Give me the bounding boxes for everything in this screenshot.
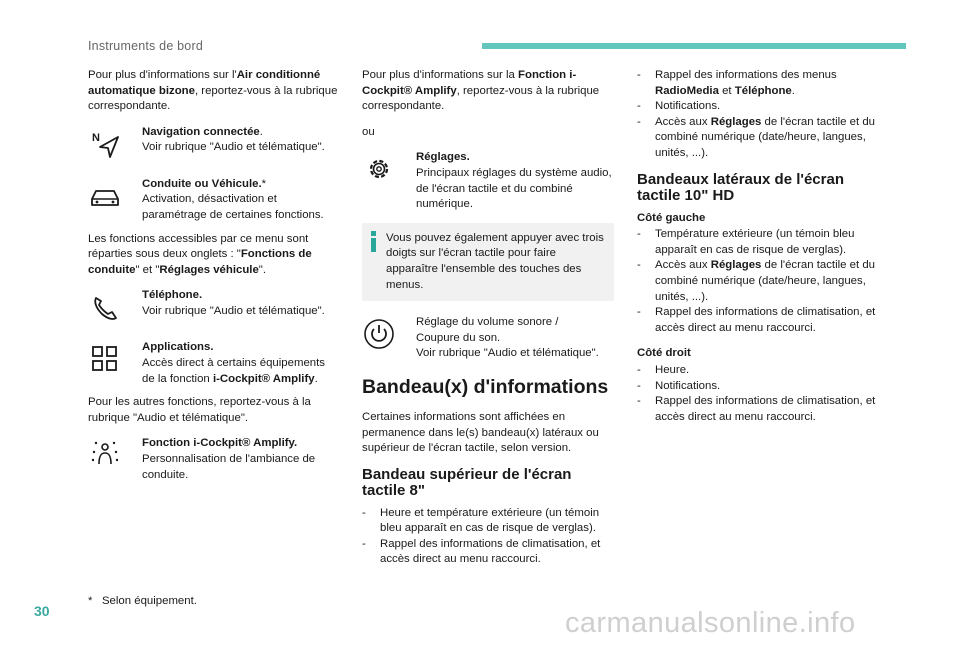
amplify-item: Fonction i-Cockpit® Amplify. Personnalisation de l'ambiance de conduite. — [88, 436, 340, 483]
header-accent-bar — [482, 43, 906, 49]
intro-paragraph: Pour plus d'informations sur l'Air conditionné automatique bizone, reportez-vous à la rubrique correspondante. — [88, 69, 338, 113]
driving-item: Conduite ou Véhicule.* Activation, désactivation et paramétrage de certaines fonctions. — [88, 177, 340, 224]
list-item: - Accès aux Réglages de l'écran tactile et du combiné numérique (date/heure, langues, unités, ...). — [637, 115, 889, 162]
list-item: - Rappel des informations de climatisation, et accès direct au menu raccourci. — [637, 305, 889, 336]
list-item: - Température extérieure (un témoin bleu apparaît en cas de risque de verglas). — [637, 227, 889, 258]
section-title: Instruments de bord — [88, 39, 203, 53]
subsection-heading: Bandeaux latéraux de l'écran tactile 10" HD — [637, 170, 844, 205]
intro-paragraph: Pour plus d'informations sur la Fonction i-Cockpit® Amplify, reportez-vous à la rubrique correspondante. — [362, 69, 600, 113]
top-banner-list-continued — [637, 68, 889, 162]
list-item: - Notifications. — [637, 379, 889, 395]
svg-text:N: N — [92, 131, 100, 144]
navigation-icon — [88, 127, 122, 161]
page-number: 30 — [34, 603, 50, 619]
list-item: - Accès aux Réglages de l'écran tactile et du combiné numérique (date/heure, langues, unités, ...). — [637, 258, 889, 305]
column-2 — [362, 68, 614, 578]
power-button-icon — [362, 317, 396, 351]
right-side-list — [637, 363, 889, 425]
left-side-heading: Côté gauche — [637, 211, 706, 224]
info-box: Vous pouvez également appuyer avec trois doigts sur l'écran tactile pour faire apparaître l'ensemble des touches des menus. — [362, 223, 614, 301]
settings-item: Réglages. Principaux réglages du système audio, de l'écran tactile et du combiné numérique. — [362, 150, 614, 212]
list-item: - Rappel des informations de climatisation, et accès direct au menu raccourci. — [362, 537, 614, 568]
footnote: * Selon équipement. — [88, 595, 197, 607]
section-paragraph: Certaines informations sont affichées en permanence dans le(s) bandeau(x) latéraux ou supérieur de l'écran tactile, selon version. — [362, 410, 599, 455]
amplify-person-icon — [88, 438, 122, 472]
phone-icon — [88, 290, 122, 324]
list-item: - Heure. — [637, 363, 889, 379]
volume-item: Réglage du volume sonore / Coupure du son. Voir rubrique "Audio et télématique". — [362, 315, 614, 362]
applications-item: Applications. Accès direct à certains équipements de la fonction i-Cockpit® Amplify. — [88, 340, 340, 387]
watermark: carmanualsonline.info — [565, 607, 856, 639]
tabs-paragraph: Les fonctions accessibles par ce menu sont réparties sous deux onglets : "Fonctions de conduite" et "Réglages véhicule". — [88, 232, 312, 276]
top-banner-list — [362, 506, 614, 568]
gear-icon — [362, 152, 396, 186]
list-item: - Heure et température extérieure (un témoin bleu apparaît en cas de risque de verglas). — [362, 506, 614, 537]
right-side-heading: Côté droit — [637, 347, 691, 360]
apps-grid-icon — [88, 342, 122, 376]
left-side-list — [637, 227, 889, 336]
navigation-item: N Navigation connectée. Voir rubrique "Audio et télématique". — [88, 125, 340, 169]
phone-item: Téléphone. Voir rubrique "Audio et télématique". — [88, 288, 340, 332]
column-1 — [88, 68, 340, 491]
car-icon — [88, 179, 122, 213]
list-item: - Rappel des informations des menus RadioMedia et Téléphone. — [637, 68, 889, 99]
info-icon — [369, 231, 379, 253]
list-item: - Rappel des informations de climatisation, et accès direct au menu raccourci. — [637, 394, 889, 425]
or-text: ou — [362, 125, 375, 138]
column-3 — [637, 68, 889, 435]
subsection-heading: Bandeau supérieur de l'écran tactile 8" — [362, 465, 572, 500]
list-item: - Notifications. — [637, 99, 889, 115]
section-heading: Bandeau(x) d'informations — [362, 375, 609, 398]
other-functions-paragraph: Pour les autres fonctions, reportez-vous à la rubrique "Audio et télématique". — [88, 396, 311, 424]
